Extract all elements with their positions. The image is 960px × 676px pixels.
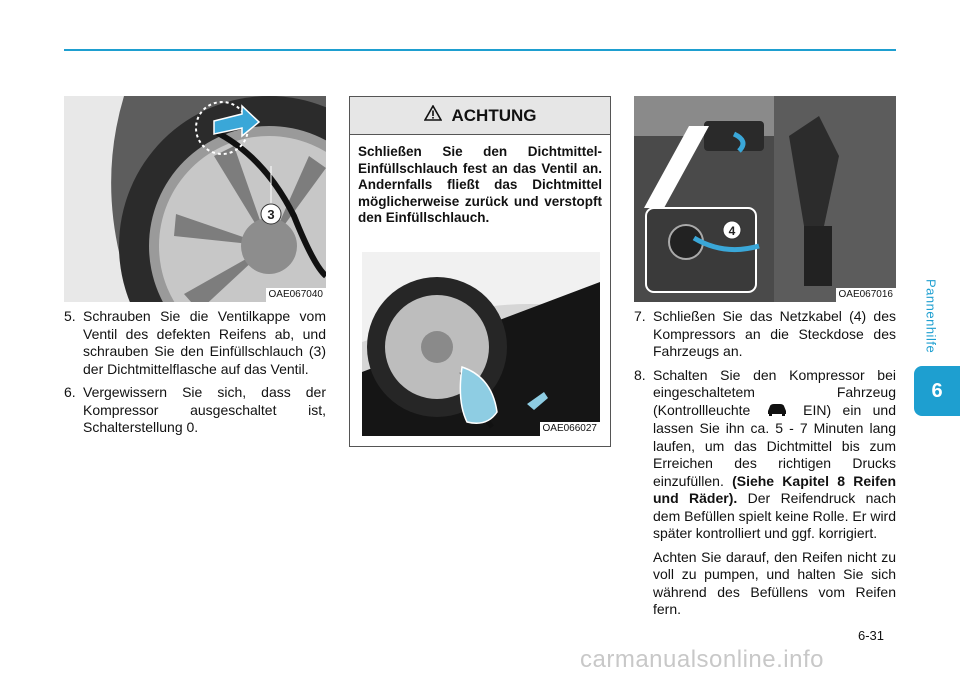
vehicle-indicator-icon	[766, 402, 788, 421]
right-step-list	[634, 308, 896, 625]
figure-sealant-flow	[362, 252, 600, 436]
step-8-number: 8.	[634, 366, 646, 383]
page-number: 6-31	[858, 628, 885, 643]
step-6-text: Vergewissern Sie sich, dass der Kompressor ausgeschaltet ist, Schalterstellung 0.	[83, 384, 326, 435]
callout-3: 3	[267, 207, 275, 222]
section-side-title: Pannenhilfe	[923, 278, 939, 354]
sealant-flow-illustration	[362, 252, 600, 436]
watermark: carmanualsonline.info	[580, 646, 824, 673]
warning-triangle-icon	[424, 105, 442, 126]
step-7-number: 7.	[634, 308, 646, 324]
step-8-text-c: Der Reifendruck nach dem Befüllen spielt keine Rolle. Er wird später kontrolliert und ggf. korrigiert.	[653, 490, 897, 542]
figure-label-middle: OAE066027	[540, 422, 601, 436]
step-8-text-b: EIN) ein und lassen Sie ihn ca. 5 - 7 Minuten lang laufen, um das Dichtmittel bis zum Erreichen des richtigen Drucks einzufüllen.	[653, 401, 896, 489]
step-6-number: 6.	[64, 384, 76, 400]
step-7-text: Schließen Sie das Netzkabel (4) des Kompressors an die Steckdose des Fahrzeugs an.	[653, 308, 896, 359]
step-7	[634, 308, 896, 361]
warning-box	[349, 96, 611, 447]
figure-wheel-valve	[64, 96, 326, 302]
step-6	[64, 384, 326, 437]
wheel-valve-illustration	[64, 96, 326, 302]
figure-label-right: OAE067016	[836, 288, 897, 302]
step-5-text: Schrauben Sie die Ventilkappe vom Ventil des defekten Reifens ab, und schrauben Sie den Einfüllschlauch (3) der Dichtmittelflasche auf das Ventil.	[83, 308, 326, 377]
warning-header	[350, 97, 610, 135]
left-step-list	[64, 308, 326, 443]
step-8-note	[634, 549, 896, 619]
header-rule	[64, 49, 896, 51]
power-socket-illustration	[634, 96, 896, 302]
warning-text: Schließen Sie den Dichtmittel-Einfüllschlauch fest an das Ventil an. Andernfalls fließt das Dichtmittel möglicherweise zurück und verstopft den Einfüllschlauch.	[358, 144, 602, 226]
step-5	[64, 308, 326, 378]
figure-label-left: OAE067040	[266, 288, 327, 302]
step-8-note-text: Achten Sie darauf, den Reifen nicht zu voll zu pumpen, und halten Sie sich während des Befüllens vom Reifen fern.	[653, 548, 896, 618]
figure-power-socket	[634, 96, 896, 302]
step-8	[634, 367, 896, 543]
chapter-tab: 6	[914, 366, 960, 416]
callout-4: 4	[728, 224, 736, 238]
step-8-text-a: Schalten Sie den Kompressor bei eingeschaltetem Fahrzeug (Kontrollleuchte	[653, 366, 896, 418]
warning-title: ACHTUNG	[451, 105, 537, 125]
step-5-number: 5.	[64, 308, 76, 324]
step-8-chapter-reference: (Siehe Kapitel 8 Reifen und Räder).	[653, 472, 897, 507]
